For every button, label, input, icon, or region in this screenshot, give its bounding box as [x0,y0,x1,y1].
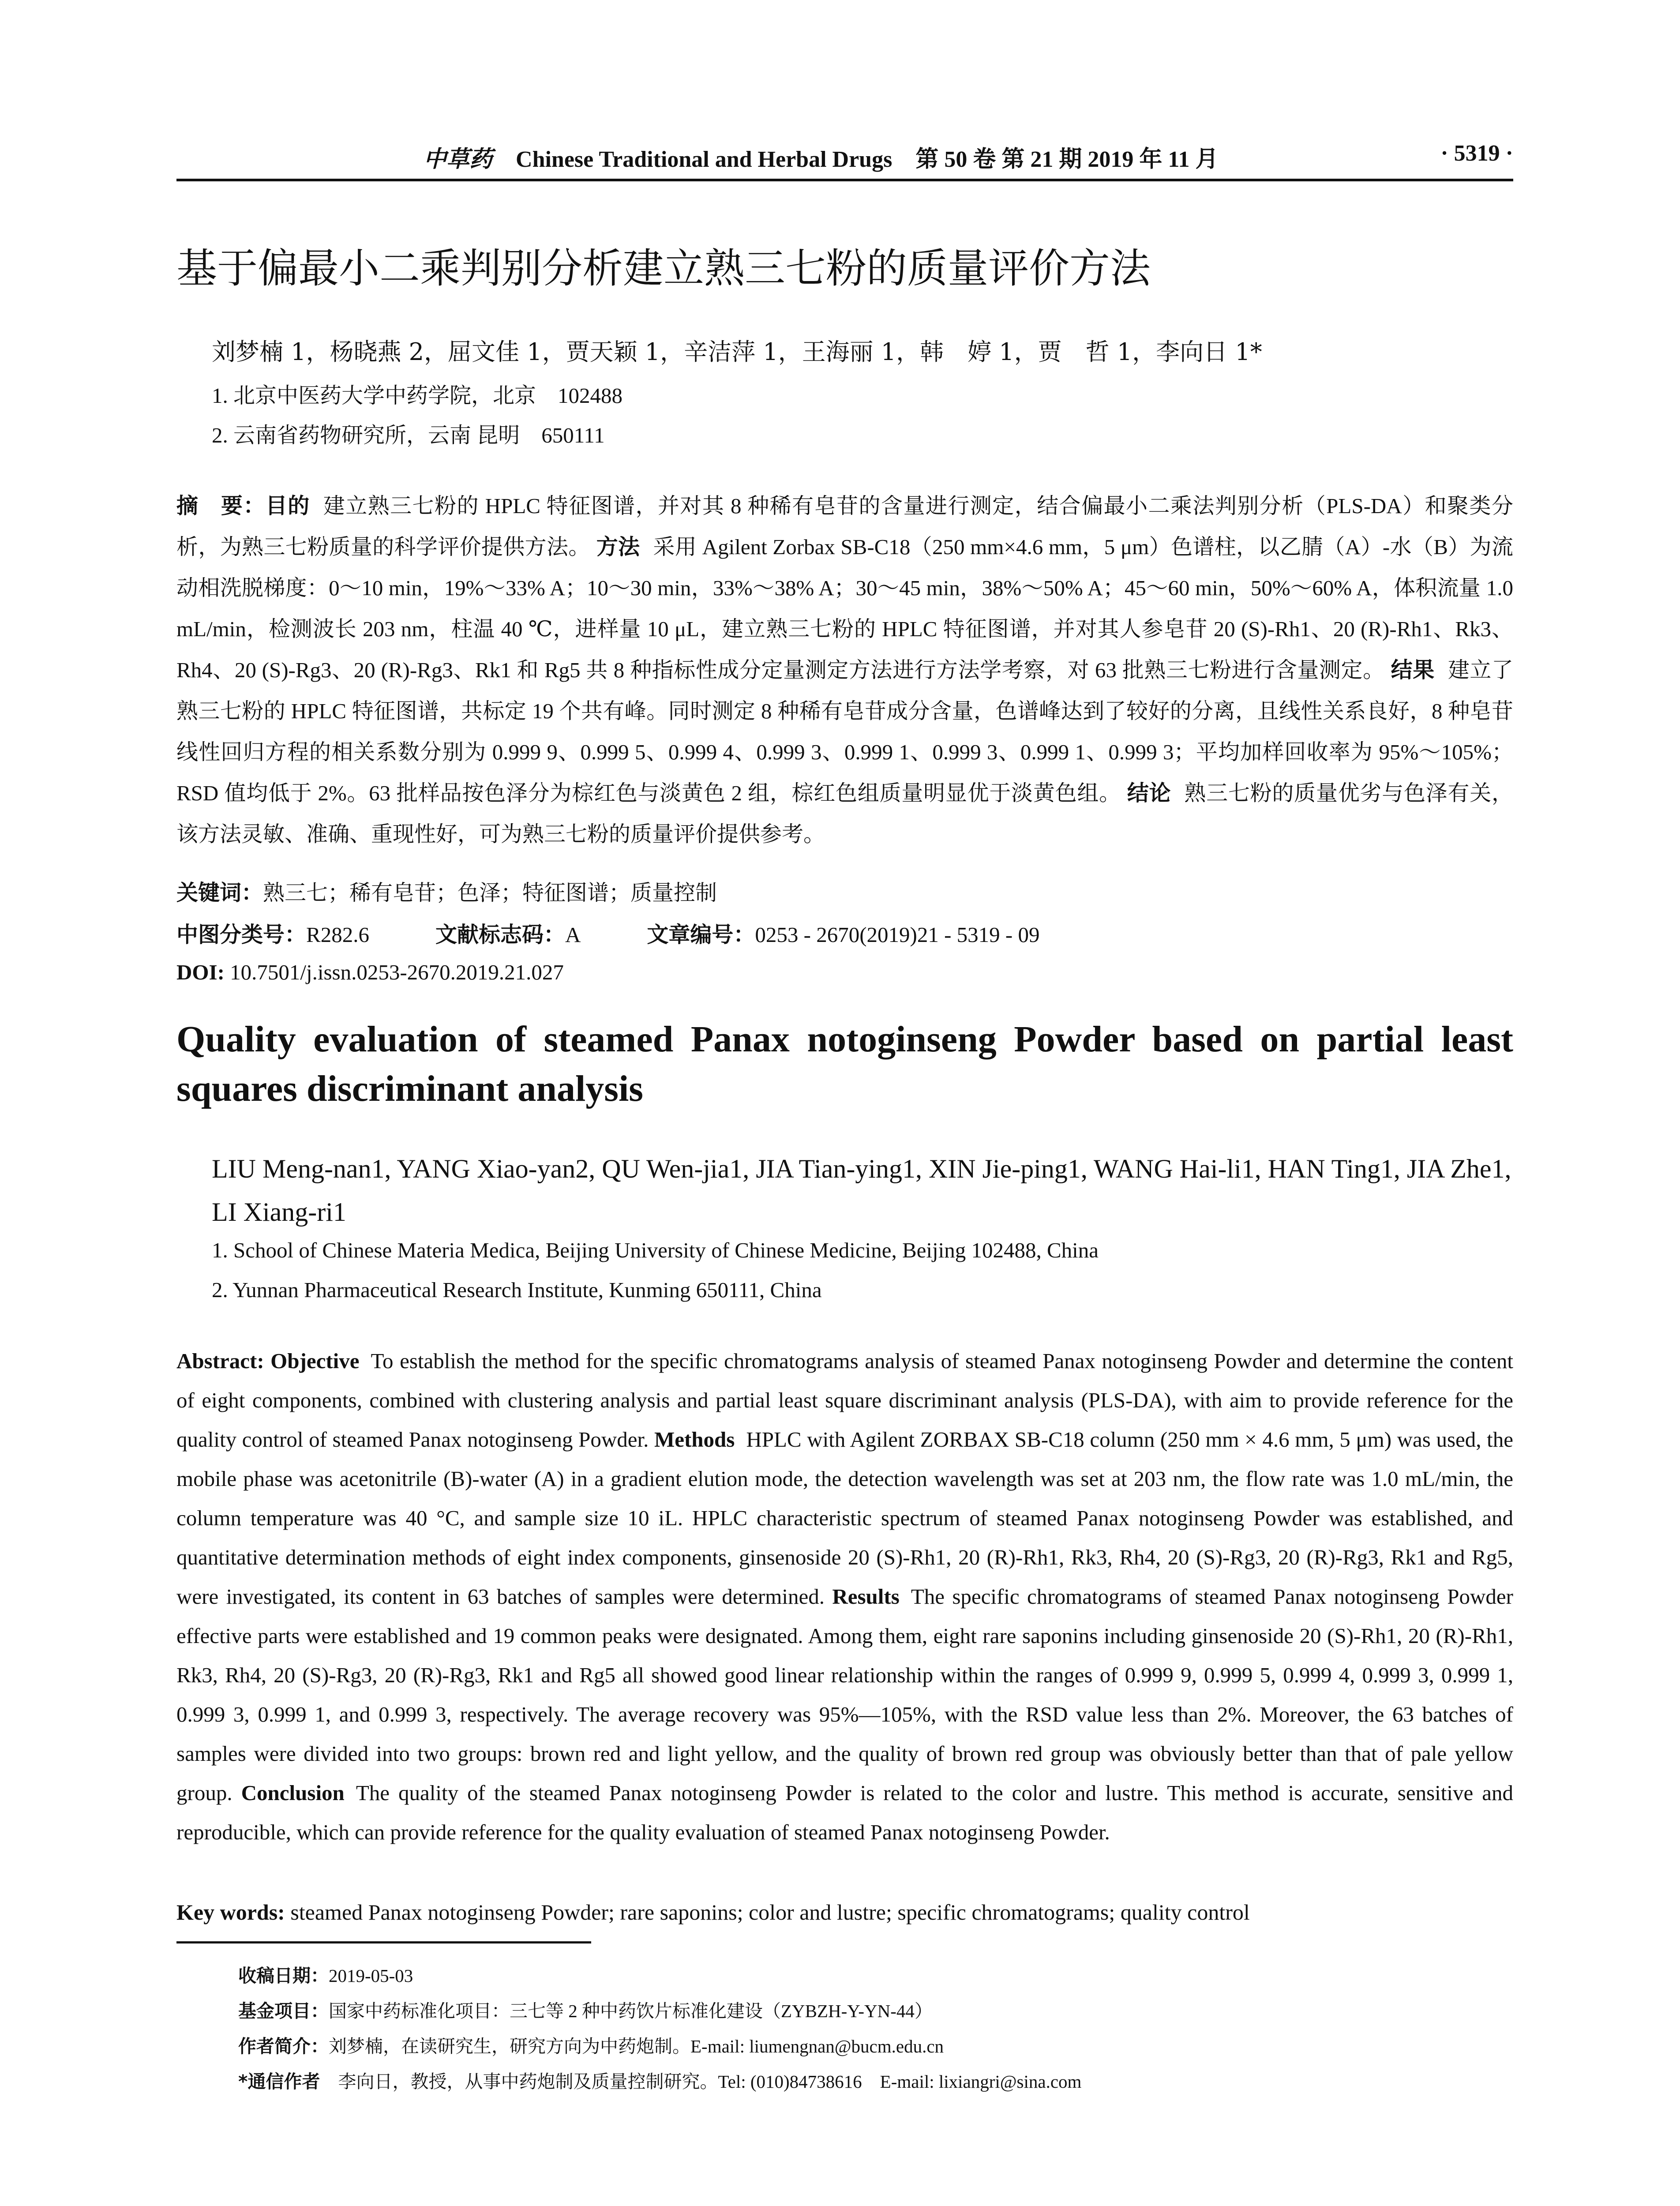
cn-affiliation-2: 2. 云南省药物研究所，云南 昆明 650111 [212,423,605,447]
fund-text: 国家中药标准化项目：三七等 2 种中药饮片标准化建设（ZYBZH-Y-YN-44） [329,2001,933,2021]
header-rule [176,179,1513,181]
en-conclusion-text: The quality of the steamed Panax notoginseng Powder is related to the color and lustre. This method is accurate, sensitive and reproducible, which can provide reference for the quality evaluation of steamed Panax notoginseng Powder. [176,1781,1514,1844]
en-results-text: The specific chromatograms of steamed Panax notoginseng Powder effective parts were established and 19 common peaks were designated. Among them, eight rare saponins including ginsenoside 20 (S)-Rh1, 20 (R)-Rh1, Rk3, Rh4, 20 (S)-Rg3, 20 (R)-Rg3, Rk1 and Rg5 all showed good linear relationship within the ranges of 0.999 9, 0.999 5, 0.999 4, 0.999 3, 0.999 1, 0.999 3, 0.999 1, and 0.999 3, respectively. The average recovery was 95%—105%, with the RSD value less than 2%. Moreover, the 63 batches of samples were divided into two groups: brown red and light yellow, and the quality of brown red group was obviously better than that of pale yellow group. [176,1584,1514,1805]
footnote-received [238,1961,413,1987]
en-objective-text: To establish the method for the specific chromatograms analysis of steamed Panax notoginseng Powder and determine the content of eight components, combined with clustering analysis and partial least square discriminant analysis (PLS-DA), with aim to provide reference for the quality control of steamed Panax notoginseng Powder. [176,1349,1513,1452]
en-methods-text: HPLC with Agilent ZORBAX SB-C18 column (250 mm × 4.6 mm, 5 μm) was used, the mobile phase was acetonitrile (B)-water (A) in a gradient elution mode, the detection wavelength was set at 203 nm, the flow rate was 1.0 mL/min, the column temperature was 40 °C, and sample size 10 iL. HPLC characteristic spectrum of steamed Panax notoginseng Powder was established, and quantitative determination methods of eight index components, ginsenoside 20 (S)-Rh1, 20 (R)-Rh1, Rk3, Rh4, 20 (S)-Rg3, 20 (R)-Rg3, Rk1 and Rg5, were investigated, its content in 63 batches of samples were determined. [176,1427,1513,1609]
cn-results-label: 结果 [1391,657,1435,683]
cn-conclusion-text: 熟三七粉的质量优劣与色泽有关，该方法灵敏、准确、重现性好，可为熟三七粉的质量评价提供参考。 [176,781,1513,846]
en-authors: LIU Meng-nan1, YANG Xiao-yan2, QU Wen-jia1, JIA Tian-ying1, XIN Jie-ping1, WANG Hai-li1, HAN Ting1, JIA Zhe1, LI Xiang-ri1 [212,1154,1511,1227]
footnote-corresponding [238,2067,1081,2093]
journal-header-left [424,140,1218,173]
cn-objective-label: 目的 [265,493,310,518]
en-methods-label: Methods [654,1427,735,1452]
en-abstract [176,1341,1513,1852]
journal-name: Chinese Traditional and Herbal Drugs [516,147,892,172]
cn-abstract [176,485,1513,855]
en-conclusion-label: Conclusion [241,1781,345,1805]
page-number: · 5319 · [1440,141,1513,166]
cn-affiliation-1: 1. 北京中医药大学中药学院，北京 102488 [212,383,623,408]
cn-authors: 刘梦楠 1，杨晓燕 2，屈文佳 1，贾天颖 1，辛洁萍 1，王海丽 1，韩 婷 1，贾 哲 1，李向日 1* [212,338,1262,366]
doc-code-label: 文献标志码： [435,922,565,947]
running-header [176,137,1513,173]
cn-results-text: 建立了熟三七粉的 HPLC 特征图谱，共标定 19 个共有峰。同时测定 8 种稀有皂苷成分含量，色谱峰达到了较好的分离，且线性关系良好，8 种皂苷线性回归方程的相关系数分别为 0.999 9、0.999 5、0.999 4、0.999 3、0.999 1、0.999 3、0.999 1、0.999 3；平均加样回收率为 95%～105%；RSD 值均低于 2%。63 批样品按色泽分为棕红色与淡黄色 2 组，棕红色组质量明显优于淡黄色组。 [176,658,1513,805]
cn-methods-label: 方法 [596,534,640,559]
cn-keywords [176,876,717,907]
doc-code-value: A [565,923,581,947]
en-affiliation-2: 2. Yunnan Pharmaceutical Research Institute, Kunming 650111, China [212,1278,822,1302]
article-no-label: 文章编号： [647,922,755,947]
cn-conclusion-label: 结论 [1127,780,1171,806]
received-date: 2019-05-03 [329,1966,413,1986]
en-abstract-objective-label: Abstract: Objective [176,1349,360,1373]
en-results-label: Results [832,1584,900,1609]
received-label: 收稿日期： [238,1965,329,1986]
en-title: Quality evaluation of steamed Panax notoginseng Powder based on partial least squares discriminant analysis [176,1019,1513,1109]
journal-logo: 中草药 [424,146,493,173]
classification-line [176,918,1039,949]
corresponding-text: 李向日，教授，从事中药炮制及质量控制研究。Tel: (010)84738616 E-mail: lixiangri@sina.com [338,2071,1082,2092]
en-keywords [176,1899,1513,1925]
author-bio-text: 刘梦楠，在读研究生，研究方向为中药炮制。E-mail: liumengnan@bucm.edu.cn [329,2036,944,2056]
cn-abstract-label: 摘 要： [176,493,266,518]
fund-label: 基金项目： [238,2000,329,2022]
corresponding-label: *通信作者 [238,2071,320,2092]
doi-value: 10.7501/j.issn.0253-2670.2019.21.027 [230,960,564,984]
clc-label: 中图分类号： [176,922,307,947]
clc-value: R282.6 [306,923,369,947]
en-keywords-text: steamed Panax notoginseng Powder; rare saponins; color and lustre; specific chromatograms; quality control [290,1900,1250,1925]
en-affiliation-1: 1. School of Chinese Materia Medica, Beijing University of Chinese Medicine, Beijing 102488, China [212,1238,1099,1262]
cn-keywords-text: 熟三七；稀有皂苷；色泽；特征图谱；质量控制 [263,881,717,905]
en-keywords-label: Key words: [176,1900,285,1925]
cn-title: 基于偏最小二乘判别分析建立熟三七粉的质量评价方法 [176,245,1151,292]
footnote-author [238,2032,944,2058]
footnote-rule [176,1941,591,1943]
cn-objective-text: 建立熟三七粉的 HPLC 特征图谱，并对其 8 种稀有皂苷的含量进行测定，结合偏最小二乘法判别分析（PLS-DA）和聚类分析，为熟三七粉质量的科学评价提供方法。 [176,494,1513,559]
journal-issue: 第 50 卷 第 21 期 2019 年 11 月 [915,147,1219,172]
doi-line [176,960,564,985]
cn-keywords-label: 关键词： [176,880,263,905]
cn-methods-text: 采用 Agilent Zorbax SB-C18（250 mm×4.6 mm，5 μm）色谱柱，以乙腈（A）-水（B）为流动相洗脱梯度：0～10 min，19%～33% A；10～30 min，33%～38% A；30～45 min，38%～50% A；45～60 min，50%～60% A，体积流量 1.0 mL/min，检测波长 203 nm，柱温 40 ℃，进样量 10 μL，建立熟三七粉的 HPLC 特征图谱，并对其人参皂苷 20 (S)-Rh1、20 (R)-Rh1、Rk3、Rh4、20 (S)-Rg3、20 (R)-Rg3、Rk1 和 Rg5 共 8 种指标性成分定量测定方法进行方法学考察，对 63 批熟三七粉进行含量测定。 [176,535,1513,682]
footnote-fund [238,1996,933,2022]
doi-label: DOI: [176,960,225,984]
article-no-value: 0253 - 2670(2019)21 - 5319 - 09 [755,923,1040,947]
author-bio-label: 作者简介： [238,2036,329,2057]
